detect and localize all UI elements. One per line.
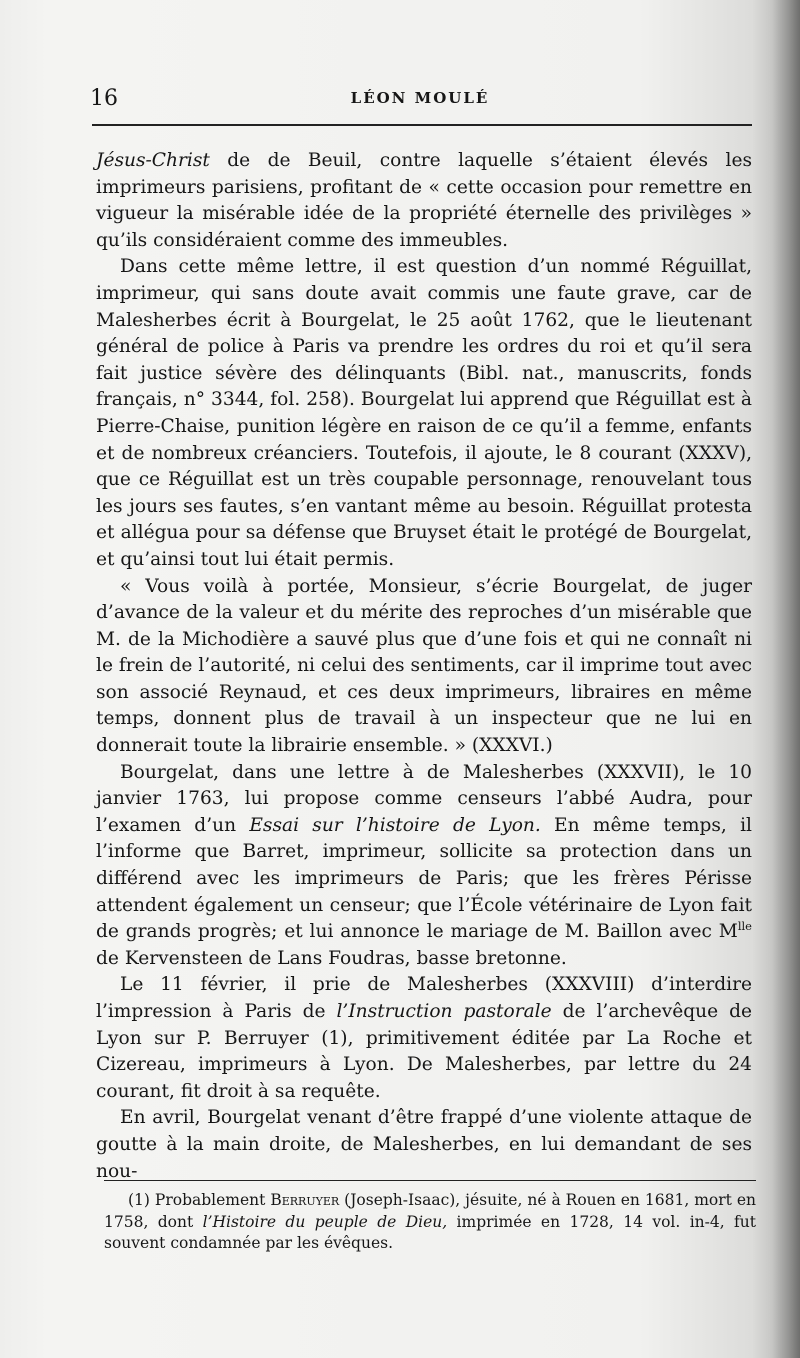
footnote-rule: [104, 1180, 756, 1181]
body-text: [96, 148, 752, 1185]
italic-text: l’Histoire du peuple de Dieu,: [202, 1212, 448, 1231]
text-run: de de Beuil, contre laquelle s’étaient élevés les imprimeurs parisiens, profitant de « cette occasion pour remettre en vigueur la misérable idée de la propriété éternelle des privilèges » qu’ils considéraient comme des immeubles.: [96, 150, 752, 251]
text-run: de Kervensteen de Lans Foudras, basse bretonne.: [96, 947, 567, 969]
running-head: LÉON MOULÉ: [350, 89, 490, 107]
paragraph-p6: [96, 1105, 752, 1185]
italic-text: l’Instruction pastorale: [336, 1001, 552, 1022]
paragraph-p4: [96, 760, 752, 973]
text-run: En avril, Bourgelat venant d’être frappé d’une violente attaque de goutte à la main droite, de Malesherbes, en lui demandant de ses nou-: [96, 1107, 752, 1182]
text-run: Dans cette même lettre, il est question d’un nommé Réguillat, imprimeur, qui sans doute avait commis une faute grave, car de Malesherbes écrit à Bourgelat, le 25 août 1762, que le lieutenant général de police à Paris va prendre les ordres du roi et qu’il sera fait justice sévère des délinquants (Bibl. nat., manuscrits, fonds français, n° 3344, fol. 258). Bourgelat lui apprend que Réguillat est à Pierre-Chaise, punition légère en raison de ce qu’il a femme, enfants et de nombreux créanciers. Toutefois, il ajoute, le 8 courant (XXXV), que ce Réguillat est un très coupable personnage, renouvelant tous les jours ses fautes, s’en vantant même au besoin. Réguillat protesta et allégua pour sa défense que Bruyset était le protégé de Bourgelat, et qu’ainsi tout lui était permis.: [96, 256, 752, 570]
paragraph-p3: [96, 574, 752, 760]
page-gutter-shadow: [772, 0, 800, 1358]
footnote-paragraph: [104, 1190, 756, 1255]
text-run: Le 11 février, il prie de Malesherbes (XXXVIII) d’interdire l’impression à Paris de: [96, 974, 752, 1022]
text-run: (1) Probablement: [128, 1191, 271, 1209]
paragraph-p2: [96, 254, 752, 573]
header-rule: [92, 124, 752, 126]
page-number: 16: [90, 86, 118, 111]
text-run: (Joseph-Isaac), jésuite, né à Rouen en 1681, mort en 1758, dont: [104, 1191, 756, 1231]
paragraph-p1: [96, 148, 752, 254]
text-run: En même temps, il l’informe que Barret, imprimeur, sollicite sa protection dans un différend avec les imprimeurs de Paris; que les frères Périsse attendent également un censeur; que l’École vétérinaire de Lyon fait de grands progrès; et lui annonce le mariage de M. Baillon avec M: [96, 814, 752, 943]
paragraph-p5: [96, 972, 752, 1105]
superscript-text: lle: [737, 919, 752, 934]
page-header: [90, 86, 750, 116]
text-run: imprimée en 1728, 14 vol. in-4, fut souvent condamnée par les évêques.: [104, 1212, 756, 1252]
italic-text: Jésus-Christ: [96, 150, 210, 171]
smallcaps-text: Berruyer: [270, 1191, 340, 1209]
text-run: Bourgelat, dans une lettre à de Malesherbes (XXXVII), le 10 janvier 1763, lui propose comme censeurs l’abbé Audra, pour l’examen d’un: [96, 761, 752, 836]
text-run: « Vous voilà à portée, Monsieur, s’écrie Bourgelat, de juger d’avance de la valeur et du mérite des reproches d’un misérable que M. de la Michodière a sauvé plus que d’une fois et qui ne connaît ni le frein de l’autorité, ni celui des sentiments, car il imprime tout avec son associé Reynaud, et ces deux imprimeurs, libraires en même temps, donnent plus de travail à un inspecteur que ne lui en donnerait toute la librairie ensemble. » (XXXVI.): [96, 575, 752, 757]
footnote: [104, 1190, 756, 1255]
italic-text: Essai sur l’histoire de Lyon.: [249, 814, 541, 836]
text-run: de l’archevêque de Lyon sur P. Berruyer (1), primitivement éditée par La Roche et Cizereau, imprimeurs à Lyon. De Malesherbes, par lettre du 24 courant, fit droit à sa requête.: [96, 1001, 752, 1102]
